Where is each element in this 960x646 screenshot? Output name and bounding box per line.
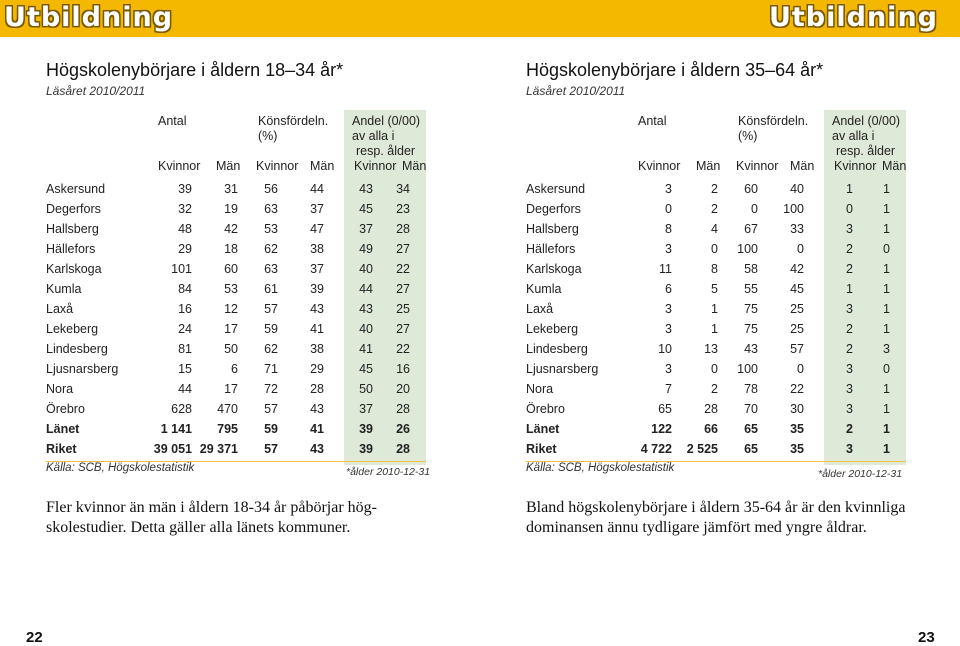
cell-women-count: 44 [178,382,192,396]
cell-women-share: 3 [846,442,853,456]
cell-men-count: 2 525 [686,442,718,456]
cell-men-share: 1 [883,262,890,276]
cell-men-count: 795 [217,422,238,436]
cell-men-pct: 30 [790,402,804,416]
table-row [46,279,426,299]
cell-men-pct: 29 [310,362,324,376]
cell-women-share: 45 [359,202,373,216]
cell-women-count: 29 [178,242,192,256]
right-data-table [526,110,906,465]
cell-men-pct: 100 [783,202,804,216]
cell-men-count: 66 [704,422,718,436]
cell-women-pct: 67 [744,222,758,236]
cell-men-pct: 37 [310,262,324,276]
cell-men-pct: 42 [790,262,804,276]
cell-men-share: 1 [883,282,890,296]
row-municipality: Lekeberg [526,322,579,336]
cell-men-share: 1 [883,422,890,436]
cell-men-share: 1 [883,382,890,396]
cell-men-count: 31 [224,182,238,196]
header-share-line3: resp. ålder [356,144,416,158]
cell-men-count: 4 [711,222,718,236]
cell-women-pct: 57 [264,302,278,316]
header-share-line2: av alla i [832,129,875,143]
cell-women-share: 40 [359,262,373,276]
cell-women-pct: 72 [264,382,278,396]
cell-women-count: 628 [171,402,192,416]
cell-women-count: 16 [178,302,192,316]
right-table-title: Högskolenybörjare i åldern 35–64 år* [526,60,824,80]
cell-women-count: 8 [665,222,672,236]
cell-women-share: 37 [359,402,373,416]
cell-men-count: 18 [224,242,238,256]
header-share-line2: av alla i [352,129,395,143]
row-municipality: Ljusnarsberg [526,362,599,376]
cell-women-pct: 60 [744,182,758,196]
row-municipality: Nora [526,382,554,396]
cell-women-count: 7 [665,382,672,396]
cell-women-count: 101 [171,262,192,276]
cell-women-pct: 63 [264,202,278,216]
cell-women-pct: 62 [264,342,278,356]
cell-women-share: 3 [846,222,853,236]
cell-men-pct: 43 [310,442,324,456]
table-row [526,319,906,339]
cell-men-count: 17 [224,382,238,396]
cell-men-share: 0 [883,362,890,376]
table-row [46,299,426,319]
cell-women-count: 3 [665,242,672,256]
cell-women-count: 39 051 [153,442,192,456]
row-municipality: Hallsberg [526,222,579,236]
left-body-text: Fler kvinnor än män i åldern 18-34 år påbörjar hög- skolestudier. Detta gäller alla länets kommuner. [46,499,378,536]
header-women-share: Kvinnor [834,159,877,173]
cell-men-count: 470 [217,402,238,416]
cell-men-pct: 43 [310,302,324,316]
row-municipality: Askersund [46,182,106,196]
cell-women-share: 3 [846,302,853,316]
cell-men-count: 1 [711,302,718,316]
cell-women-count: 65 [658,402,672,416]
cell-men-count: 13 [704,342,718,356]
right-body-text: Bland högskolenybörjare i åldern 35-64 år är den kvinnliga dominansen ännu tydligare jämfört med yngre åldrar. [526,499,906,536]
cell-men-share: 28 [396,442,410,456]
cell-men-share: 3 [883,342,890,356]
cell-men-share: 1 [883,182,890,196]
table-row [526,419,906,439]
cell-women-share: 37 [359,222,373,236]
cell-women-count: 3 [665,362,672,376]
cell-men-share: 0 [883,242,890,256]
cell-men-pct: 45 [790,282,804,296]
table-row [46,199,426,219]
cell-men-share: 27 [396,242,410,256]
table-row [526,299,906,319]
cell-women-count: 84 [178,282,192,296]
header-gender-split: Könsfördeln. [738,114,809,128]
table-row [46,399,426,419]
cell-men-count: 8 [711,262,718,276]
table-row [526,219,906,239]
cell-men-count: 50 [224,342,238,356]
row-municipality: Lindesberg [526,342,588,356]
cell-men-pct: 40 [790,182,804,196]
cell-women-pct: 0 [751,202,758,216]
cell-women-pct: 70 [744,402,758,416]
cell-women-count: 32 [178,202,192,216]
cell-women-share: 2 [846,262,853,276]
table-row [46,219,426,239]
header-count: Antal [158,114,187,128]
cell-women-count: 24 [178,322,192,336]
cell-women-share: 2 [846,322,853,336]
cell-women-share: 39 [359,442,373,456]
row-municipality: Karlskoga [526,262,582,276]
cell-men-share: 1 [883,302,890,316]
row-municipality: Degerfors [46,202,101,216]
table-row [46,259,426,279]
row-municipality: Degerfors [526,202,581,216]
left-footnote: *ålder 2010-12-31 [346,466,431,478]
row-municipality: Karlskoga [46,262,102,276]
header-women-pct: Kvinnor [256,159,299,173]
cell-men-count: 0 [711,362,718,376]
cell-women-share: 49 [359,242,373,256]
cell-women-pct: 75 [744,322,758,336]
table-row [526,179,906,199]
cell-women-share: 41 [359,342,373,356]
cell-women-count: 0 [665,202,672,216]
cell-women-share: 1 [846,182,853,196]
cell-women-pct: 65 [744,442,758,456]
cell-men-count: 2 [711,382,718,396]
cell-women-count: 3 [665,182,672,196]
row-municipality: Lindesberg [46,342,108,356]
cell-women-count: 48 [178,222,192,236]
row-municipality: Örebro [526,402,565,416]
cell-women-pct: 55 [744,282,758,296]
cell-men-count: 17 [224,322,238,336]
cell-women-share: 3 [846,382,853,396]
page-number-right: 23 [918,629,935,646]
header-men-count: Män [216,159,241,173]
table-row [46,179,426,199]
cell-women-pct: 56 [264,182,278,196]
cell-men-share: 26 [396,422,410,436]
cell-men-share: 27 [396,282,410,296]
table-row [46,319,426,339]
row-municipality: Kumla [526,282,562,296]
table-row [46,419,426,439]
row-municipality: Hällefors [526,242,576,256]
cell-women-count: 1 141 [160,422,192,436]
header-men-share: Män [882,159,907,173]
cell-men-share: 34 [396,182,410,196]
cell-men-count: 2 [711,182,718,196]
cell-men-share: 20 [396,382,410,396]
table-row [526,439,906,459]
cell-men-pct: 39 [310,282,324,296]
row-municipality: Hällefors [46,242,96,256]
header-share: Andel (0/00) [832,114,901,128]
cell-men-share: 1 [883,322,890,336]
right-table-subtitle: Läsåret 2010/2011 [526,84,626,98]
cell-men-pct: 28 [310,382,324,396]
cell-women-share: 43 [359,302,373,316]
cell-men-share: 1 [883,442,890,456]
header-women-share: Kvinnor [354,159,397,173]
cell-women-count: 10 [658,342,672,356]
cell-men-count: 42 [224,222,238,236]
table-row [46,359,426,379]
cell-men-pct: 0 [797,362,804,376]
cell-women-share: 50 [359,382,373,396]
cell-men-count: 29 371 [199,442,238,456]
cell-men-share: 1 [883,402,890,416]
cell-women-share: 44 [359,282,373,296]
cell-men-pct: 38 [310,242,324,256]
cell-women-count: 11 [659,262,672,276]
cell-men-pct: 35 [790,442,804,456]
header-share-line3: resp. ålder [836,144,896,158]
row-municipality: Askersund [526,182,586,196]
cell-men-count: 5 [711,282,718,296]
cell-men-pct: 57 [790,342,804,356]
cell-men-pct: 33 [790,222,804,236]
cell-men-pct: 47 [310,222,324,236]
cell-women-pct: 100 [737,362,758,376]
cell-men-share: 1 [883,222,890,236]
cell-women-count: 3 [665,302,672,316]
section-title-left: Utbildning [4,2,174,33]
cell-women-count: 4 722 [640,442,672,456]
cell-men-count: 1 [711,322,718,336]
table-row [526,379,906,399]
cell-women-count: 3 [665,322,672,336]
cell-men-share: 22 [396,262,410,276]
table-row [526,259,906,279]
cell-men-share: 25 [396,302,410,316]
cell-women-pct: 57 [264,402,278,416]
cell-women-share: 2 [846,242,853,256]
cell-women-count: 81 [178,342,192,356]
cell-men-share: 1 [883,202,890,216]
cell-women-pct: 59 [264,422,278,436]
table-row [526,279,906,299]
cell-women-share: 40 [359,322,373,336]
header-men-pct: Män [310,159,335,173]
cell-women-pct: 65 [744,422,758,436]
cell-women-count: 6 [665,282,672,296]
cell-men-share: 22 [396,342,410,356]
section-title-right: Utbildning [768,2,938,33]
cell-men-count: 12 [224,302,238,316]
header-banner [0,0,960,37]
cell-men-count: 19 [224,202,238,216]
row-municipality: Länet [526,422,560,436]
header-gender-split-unit: (%) [258,129,278,143]
cell-women-count: 15 [178,362,192,376]
cell-men-count: 6 [231,362,238,376]
cell-men-pct: 41 [310,322,324,336]
cell-men-pct: 22 [790,382,804,396]
cell-men-pct: 35 [790,422,804,436]
header-men-count: Män [696,159,721,173]
table-row [46,379,426,399]
cell-men-pct: 25 [790,302,804,316]
cell-men-count: 60 [224,262,238,276]
cell-women-share: 3 [846,362,853,376]
cell-women-share: 45 [359,362,373,376]
table-row [526,199,906,219]
cell-men-pct: 38 [310,342,324,356]
cell-men-pct: 25 [790,322,804,336]
table-row [526,399,906,419]
row-municipality: Hallsberg [46,222,99,236]
left-data-table [46,110,426,465]
header-men-share: Män [402,159,427,173]
right-footnote: *ålder 2010-12-31 [818,468,903,480]
row-municipality: Laxå [526,302,554,316]
table-row [526,339,906,359]
header-women-count: Kvinnor [638,159,681,173]
cell-women-pct: 62 [264,242,278,256]
cell-men-pct: 43 [310,402,324,416]
cell-women-pct: 100 [737,242,758,256]
cell-women-pct: 43 [744,342,758,356]
cell-women-count: 122 [651,422,672,436]
cell-women-pct: 78 [744,382,758,396]
cell-men-share: 16 [396,362,410,376]
cell-women-pct: 63 [264,262,278,276]
cell-women-share: 3 [846,402,853,416]
row-municipality: Länet [46,422,80,436]
left-table-subtitle: Läsåret 2010/2011 [46,84,146,98]
table-row [526,359,906,379]
header-women-count: Kvinnor [158,159,201,173]
cell-men-share: 23 [396,202,410,216]
cell-women-pct: 59 [264,322,278,336]
cell-women-share: 0 [846,202,853,216]
cell-women-pct: 53 [264,222,278,236]
header-count: Antal [638,114,667,128]
row-municipality: Riket [46,442,77,456]
table-row [46,239,426,259]
cell-women-share: 2 [846,422,853,436]
header-gender-split-unit: (%) [738,129,758,143]
cell-men-count: 0 [711,242,718,256]
left-source: Källa: SCB, Högskolestatistik [46,462,195,474]
header-women-pct: Kvinnor [736,159,779,173]
cell-women-share: 39 [359,422,373,436]
cell-women-count: 39 [178,182,192,196]
header-gender-split: Könsfördeln. [258,114,329,128]
row-municipality: Riket [526,442,557,456]
row-municipality: Örebro [46,402,85,416]
header-men-pct: Män [790,159,815,173]
row-municipality: Laxå [46,302,74,316]
row-municipality: Nora [46,382,74,396]
cell-men-pct: 41 [310,422,324,436]
page-number-left: 22 [26,629,43,646]
row-municipality: Ljusnarsberg [46,362,119,376]
cell-women-share: 43 [359,182,373,196]
cell-men-count: 53 [224,282,238,296]
cell-men-share: 27 [396,322,410,336]
table-row [46,339,426,359]
cell-men-count: 2 [711,202,718,216]
row-municipality: Lekeberg [46,322,99,336]
header-share: Andel (0/00) [352,114,421,128]
cell-women-pct: 75 [744,302,758,316]
cell-men-pct: 0 [797,242,804,256]
cell-women-pct: 71 [264,362,278,376]
cell-women-pct: 57 [264,442,278,456]
left-table-title: Högskolenybörjare i åldern 18–34 år* [46,60,344,80]
table-row [526,239,906,259]
cell-men-pct: 37 [310,202,324,216]
cell-women-share: 1 [846,282,853,296]
cell-men-pct: 44 [310,182,324,196]
cell-men-count: 28 [704,402,718,416]
cell-men-share: 28 [396,402,410,416]
row-municipality: Kumla [46,282,82,296]
cell-women-pct: 58 [744,262,758,276]
cell-women-pct: 61 [264,282,278,296]
right-source: Källa: SCB, Högskolestatistik [526,462,675,474]
cell-men-share: 28 [396,222,410,236]
cell-women-share: 2 [846,342,853,356]
table-row [46,439,426,459]
